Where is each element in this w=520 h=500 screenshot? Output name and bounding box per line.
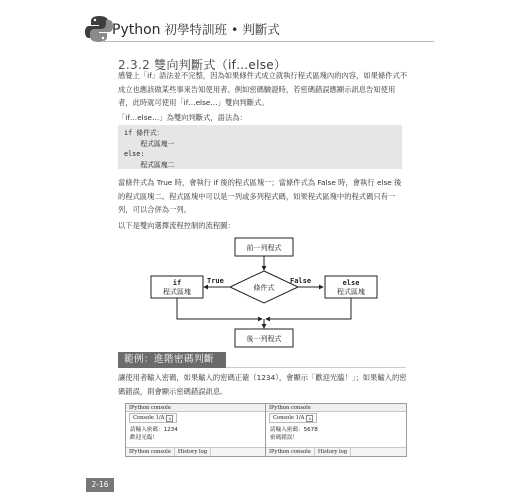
console-tab-label: Console 1/A (273, 415, 305, 421)
close-icon[interactable]: × (308, 416, 312, 421)
console-footer (266, 447, 406, 456)
paragraph-syntax-intro: 「if…else…」為雙向判斷式，語法為： (118, 113, 247, 122)
example-heading: 範例：進階密碼判斷 (118, 352, 226, 368)
code-line: else: (124, 150, 145, 158)
console-title: IPython console (266, 404, 406, 412)
header-divider (104, 41, 434, 42)
console-line: 請輸入密碼：5678 (270, 427, 318, 433)
close-icon[interactable]: × (168, 416, 172, 421)
section-number: 2.3.2 (118, 58, 151, 72)
console-footer-tab[interactable]: IPython console (126, 448, 175, 456)
python-logo-icon (84, 14, 114, 44)
console-line: 歡迎光臨！ (130, 435, 158, 441)
code-line: 程式區塊一 (124, 139, 175, 148)
flowchart-if-block: 程式區塊 (163, 288, 191, 296)
console-footer-tab[interactable]: History log (175, 448, 211, 456)
header-subtitle: 初學特訓班 • 判斷式 (160, 22, 280, 37)
flowchart-else-keyword: else (342, 279, 360, 287)
paragraph-example: 讓使用者輸入密碼，如果輸入的密碼正確（1234），會顯示「歡迎光臨！」；如果輸入的密碼錯誤，則會顯示密碼錯誤訊息。 (118, 373, 407, 396)
page-number: 2-16 (86, 478, 114, 492)
example-divider (226, 367, 406, 368)
console-screenshot-correct (125, 403, 267, 457)
paragraph-intro: 感覺上「if」語法並不完整，因為如果條件式成立就執行程式區塊內的內容，如果條件式不成立也應該做某些事來告知使用者。例如密碼驗證時，若密碼錯誤應顯示訊息告知使用者，此時就可使用「if…else…」雙向判斷式。 (118, 71, 408, 107)
flowchart-false-label: False (290, 277, 312, 285)
console-output (130, 426, 178, 442)
flowchart-end-label: 後一列程式 (246, 335, 282, 343)
header-python: Python (112, 22, 161, 38)
console-footer (126, 447, 266, 456)
syntax-code-block (118, 125, 402, 169)
flowchart-else-block: 程式區塊 (337, 288, 365, 296)
console-tab[interactable] (129, 413, 177, 423)
paragraph-explanation: 當條件式為 True 時，會執行 if 後的程式區塊一；當條件式為 False 時，會執行 else 後的程式區塊二。程式區塊中可以是一列或多列程式碼，如果程式區塊中的程式碼只有一列，可以合併為一列。 (118, 178, 402, 214)
console-footer-tab[interactable]: History log (315, 448, 351, 456)
paragraph-flowchart-intro: 以下是雙向選擇流程控制的流程圖： (118, 221, 235, 230)
code-line: 程式區塊二 (124, 160, 175, 169)
code-line: if 條件式： (124, 129, 164, 137)
console-screenshot-wrong (265, 403, 407, 457)
flowchart-if-keyword: if (172, 279, 182, 287)
console-output (270, 426, 318, 442)
console-tab-label: Console 1/A (133, 415, 165, 421)
console-footer-tab[interactable]: IPython console (266, 448, 315, 456)
flowchart-true-label: True (207, 277, 224, 285)
console-title: IPython console (126, 404, 266, 412)
console-line: 密碼錯誤！ (270, 435, 298, 441)
console-line: 請輸入密碼：1234 (130, 427, 178, 433)
console-tab[interactable] (269, 413, 317, 423)
flowchart-condition-label: 條件式 (253, 284, 275, 292)
section-heading: 雙向判斷式（if…else） (150, 58, 287, 72)
flowchart-diagram (145, 235, 385, 350)
running-header (112, 20, 280, 38)
flowchart-start-label: 前一列程式 (246, 244, 282, 252)
